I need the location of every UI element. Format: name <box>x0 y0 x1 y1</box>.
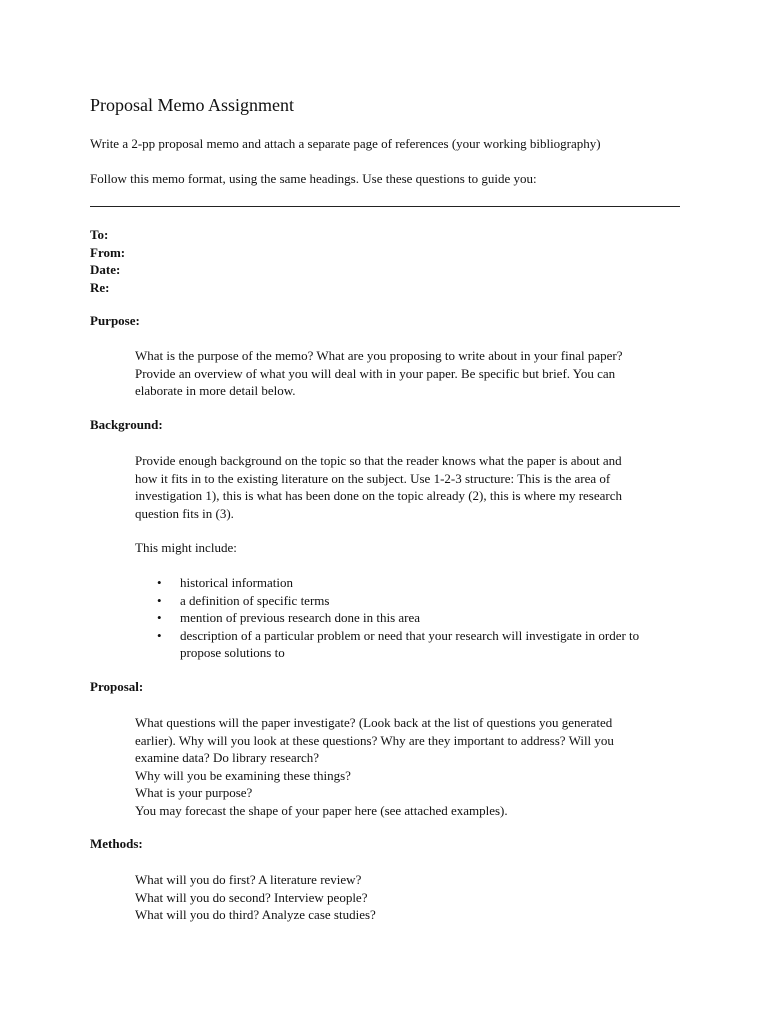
methods-heading: Methods: <box>90 836 143 851</box>
memo-to-label: To: <box>90 227 109 242</box>
purpose-line: elaborate in more detail below. <box>135 383 296 398</box>
background-line: investigation 1), this is what has been done on the topic already (2), this is where my research <box>135 488 623 503</box>
list-item: • historical information <box>157 575 294 590</box>
background-line: how it fits in to the existing literature on the subject. Use 1-2-3 structure: This is the area of <box>135 470 611 486</box>
bullet-icon: • <box>157 592 162 608</box>
background-bullet-list <box>135 574 680 662</box>
purpose-line: Provide an overview of what you will deal with in your paper. Be specific but brief. You can <box>135 365 616 381</box>
purpose-text <box>135 347 680 400</box>
proposal-line: What is your purpose? <box>135 785 253 800</box>
methods-text <box>135 871 680 924</box>
might-include-text: This might include: <box>135 540 237 555</box>
list-item: • description of a particular problem or need that your research will investigate in order to propose solutions to <box>157 627 640 660</box>
methods-line: What will you do third? Analyze case studies? <box>135 907 376 922</box>
proposal-text <box>135 714 680 819</box>
proposal-line: What questions will the paper investigate? (Look back at the list of questions you generated <box>135 715 613 730</box>
intro-line-1: Write a 2-pp proposal memo and attach a separate page of references (your working bibliography) <box>90 136 601 151</box>
proposal-heading: Proposal: <box>90 679 144 694</box>
memo-from-label: From: <box>90 244 126 260</box>
horizontal-rule <box>90 206 680 207</box>
proposal-line: You may forecast the shape of your paper here (see attached examples). <box>135 802 508 818</box>
proposal-line: Why will you be examining these things? <box>135 767 351 783</box>
background-text <box>135 452 680 522</box>
purpose-heading: Purpose: <box>90 313 140 328</box>
memo-header <box>90 226 125 296</box>
methods-line: What will you do second? Interview people? <box>135 889 368 905</box>
bullet-icon: • <box>157 575 162 590</box>
intro-line-2: Follow this memo format, using the same headings. Use these questions to guide you: <box>90 171 537 186</box>
proposal-line: examine data? Do library research? <box>135 750 320 765</box>
memo-re-label: Re: <box>90 279 110 295</box>
background-heading: Background: <box>90 417 163 432</box>
bullet-icon: • <box>157 610 162 625</box>
memo-date-label: Date: <box>90 262 121 277</box>
proposal-line: earlier). Why will you look at these questions? Why are they important to address? Will you <box>135 732 614 748</box>
purpose-line: What is the purpose of the memo? What are you proposing to write about in your final paper? <box>135 348 623 363</box>
background-line: question fits in (3). <box>135 505 234 521</box>
list-item: • mention of previous research done in this area <box>157 610 421 625</box>
page-title: Proposal Memo Assignment <box>90 95 295 115</box>
methods-line: What will you do first? A literature review? <box>135 872 362 887</box>
list-item: • a definition of specific terms <box>157 592 330 608</box>
background-line: Provide enough background on the topic so that the reader knows what the paper is about and <box>135 453 622 468</box>
bullet-icon: • <box>157 627 162 643</box>
